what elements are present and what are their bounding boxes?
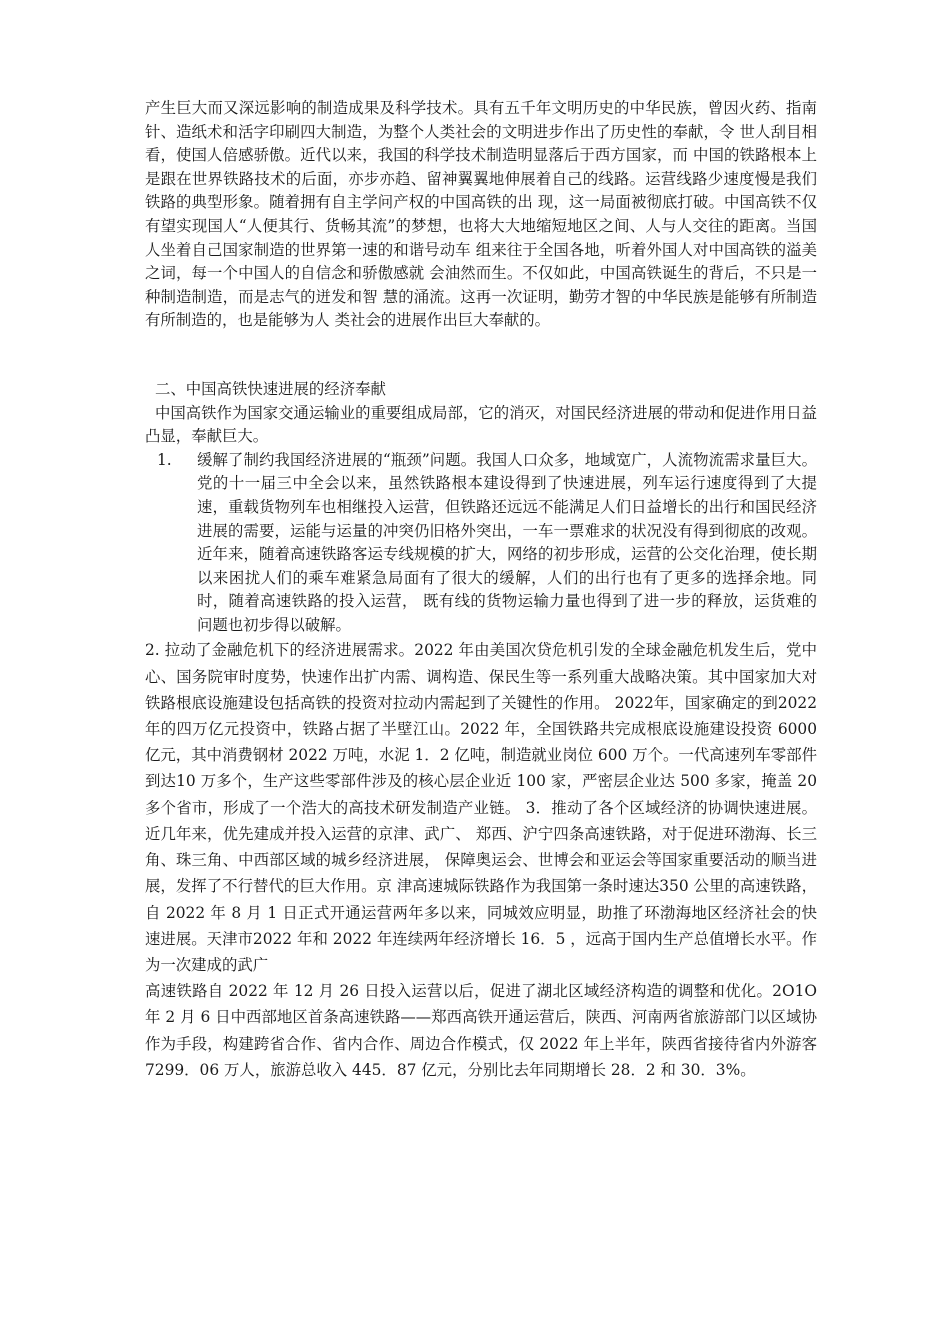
list-item-1-number: 1.: [157, 450, 172, 469]
list-item-1: [145, 449, 817, 638]
section-intro: 中国高铁作为国家交通运输业的重要组成局部，它的消灭，对国民经济进展的带动和促进作用日益凸显，奉献巨大。: [145, 403, 817, 446]
section-heading: 二、中国高铁快速进展的经济奉献: [155, 379, 386, 398]
list-item-1-text: 缓解了制约我国经济进展的“瓶颈”问题。我国人口众多，地域宽广，人流物流需求量巨大。党的十一届三中全会以来，虽然铁路根本建设得到了快速进展，列车运行速度得到了大提速，重载货物列车也相继投入运营，但铁路还远远不能满足人们日益增长的出行和国民经济进展的需要，运能与运量的冲突仍旧格外突出，一车一票难求的状况没有得到彻底的改观。近年来，随着高速铁路客运专线规模的扩大，网络的初步形成，运营的公交化治理，使长期以来困扰人们的乘车难紧急局面有了很大的缓解，人们的出行也有了更多的选择余地。同时，随着高速铁路的投入运营， 既有线的货物运输力量也得到了进一步的释放，运货难的问题也初步得以破解。: [197, 450, 817, 634]
document-page: [145, 97, 817, 1083]
section-spacer: [145, 333, 817, 378]
paragraph-items-2-3: 2. 拉动了金融危机下的经济进展需求。2022 年由美国次贷危机引发的全球金融危机发生后，党中心、国务院审时度势，快速作出扩内需、调构造、保民生等一系列重大战略决策。其中国家加大对铁路根底设施建设包括高铁的投资对拉动内需起到了关键性的作用。 2022年，国家确定的到2022 年的四万亿元投资中，铁路占据了半壁江山。2022 年，全国铁路共完成根底设施建设投资 6000 亿元，其中消费钢材 2022 万吨，水泥 1．2 亿吨，制造就业岗位 600 万个。一代高速列车零部件到达10 万多个，生产这些零部件涉及的核心层企业近 100 家，严密层企业达 500 多家，掩盖 20 多个省市，形成了一个浩大的高技术研发制造产业链。 3．推动了各个区域经济的协调快速进展。近几年来，优先建成并投入运营的京津、武广、 郑西、沪宁四条高速铁路，对于促进环渤海、长三角、珠三角、中西部区域的城乡经济进展， 保障奥运会、世博会和亚运会等国家重要活动的顺当进展，发挥了不行替代的巨大作用。京 津高速城际铁路作为我国第一条时速达350 公里的高速铁路，自 2022 年 8 月 1 日正式开通运营两年多以来，同城效应明显，助推了环渤海地区经济社会的快速进展。天津市2022 年和 2022 年连续两年经济增长 16．5 ，远高于国内生产总值增长水平。作为一次建成的武广: [145, 641, 817, 974]
paragraph-intro: 产生巨大而又深远影响的制造成果及科学技术。具有五千年文明历史的中华民族，曾因火药、指南针、造纸术和活字印刷四大制造，为整个人类社会的文明进步作出了历史性的奉献，令 世人刮目相看，使国人倍感骄傲。近代以来，我国的科学技术制造明显落后于西方国家，而 中国的铁路根本上是跟在世界铁路技术的后面，亦步亦趋、留神翼翼地伸展着自己的线路。运营线路少速度慢是我们铁路的典型形象。随着拥有自主学问产权的中国高铁的出 现，这一局面被彻底打破。中国高铁不仅有望实现国人“人便其行、货畅其流”的梦想，也将大大地缩短地区之间、人与人交往的距离。当国人坐着自己国家制造的世界第一速的和谐号动车 组来往于全国各地，听着外国人对中国高铁的溢美之词，每一个中国人的自信念和骄傲感就 会油然而生。不仅如此，中国高铁诞生的背后，不只是一种制造制造，而是志气的迸发和智 慧的涌流。这再一次证明，勤劳才智的中华民族是能够有所制造有所制造的，也是能够为人 类社会的进展作出巨大奉献的。: [145, 99, 817, 330]
paragraph-closing: 高速铁路自 2022 年 12 月 26 日投入运营以后，促进了湖北区域经济构造的调整和优化。2O1O 年 2 月 6 日中西部地区首条高速铁路——郑西高铁开通运营后，陕西、河南两省旅游部门以区域协作为手段，构建跨省合作、省内合作、周边合作模式，仅 2022 年上半年，陕西省接待省内外游客 7299．06 万人，旅游总收入 445．87 亿元，分别比去年同期增长 28．2 和 30．3%。: [145, 982, 817, 1079]
